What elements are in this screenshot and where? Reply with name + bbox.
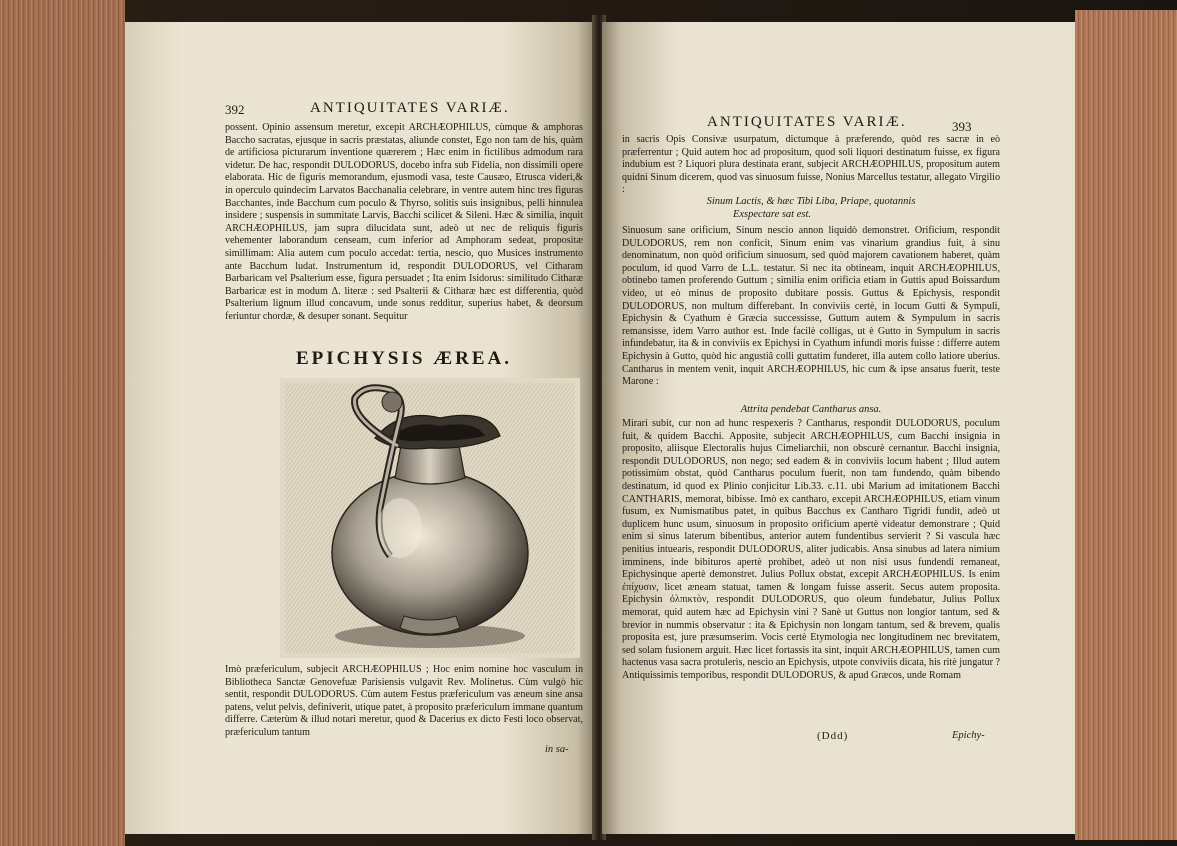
right-running-head: ANTIQUITATES VARIÆ. [707, 114, 907, 130]
virgil-quote-line-2: Exspectare sat est. [732, 209, 812, 220]
maro-quote: Attrita pendebat Cantharus ansa. [740, 404, 882, 415]
left-page-number: 392 [225, 102, 245, 117]
epichysis-jug-illustration [280, 378, 580, 658]
left-running-head: ANTIQUITATES VARIÆ. [310, 100, 510, 116]
left-page [125, 22, 595, 834]
right-catchword: Epichy- [952, 730, 985, 741]
left-paragraph-2: Imò præfericulum, subjecit ARCHÆOPHILUS ; Hoc enim nomine hoc vasculum in Bibliotheca Sanctæ Genovefuæ Parisiensis vulgavit Rev. Molinetus. Cùm vulgò hic sentit, respondit DULODORUS. Cùm autem Festus præfericulum vas æneum sine ansa patens, velut pelvis, definiverit, utique patet, à proposito præfericulum immane quantum differre. Cæterùm & illud notari meretur, quod & Dacerius ex dicto Festi loco observat, præfericulum tantum [225, 664, 583, 738]
right-paragraph-2: Sinuosum sane orificium, Sinum nescio annon liquidò demonstret. Orificium, respondit DULODORUS, rem non conficit, Sinum enim vas vinarium grandius fuit, à sinu denominatum, non quòd orificium sinuosum, sed quòd majorem cavationem haberet, quàm poculum, id quod Varro de L.L. testatur. Si nec ita obtineam, inquit ARCHÆOPHILUS, obtinebo tamen proferendo Guttum ; similia enim orificia etiam in Guttis apud Boissardum video, ut eò minus de proposito dubitare possis. Guttus & Epichysis, respondit DULODORUS, non multum differebant. In conviviis certè, in locum Gutti & Sympuli, Epichysin & Cyathum è Græcia successisse, Guttum autem & Sympulum in sacris remansisse, idem Varro author est. Inde facilè colligas, ut è Gutto in Sympulum in sacris infundebatur, ita & in conviviis ex Epichysi in Cyathum infundi moris fuisse : differre autem Epichysin à Gutto, quòd hic angustiâ colli guttatim funderet, illa autem collo latiore uberius. Cantharus in mentem venit, inquit ARCHÆOPHILUS, hic cum & ipse ansatus fuerit, teste Marone : [622, 225, 1000, 388]
right-paragraph-1: in sacris Opis Consivæ usurpatum, dictumque à præferendo, quòd res sacræ in eò præferrentur ; Quid autem hoc ad propositum, quod soli liquori destinatum fuisse, ex figura indubium est ? Liquori plura destinata erant, subjecit ARCHÆOPHILUS, propositum autem quidni Sinum dicerem, quod vas sinuosum fuisse, Nonius Marcellus testatur, allegato Virgilio : [622, 134, 1000, 196]
epichysis-engraving [280, 378, 580, 658]
left-catchword: in sa- [545, 744, 569, 755]
plate-title: EPICHYSIS ÆREA. [295, 348, 513, 369]
right-page-number: 393 [952, 119, 972, 134]
left-paragraph-1: possent. Opinio assensum meretur, excepit ARCHÆOPHILUS, cùmque & amphoras Baccho sacratas, ejusque in sacris præstatas, aliunde constet, Ego non tam de his, quàm de artificiosa picturarum inventione quærerem ; Hæc enim in fictilibus admodum rara videtur. De hac, respondit DULODORUS, docebo infra sub Fidelia, non dissimili opere elaborata. Hic de figuris memorandum, ejusmodi vasa, teste Causæo, Etrusca videri,& in operculo quindecim Larvatos Bacchanalia celebrare, in ventre autem hinc tres figuras Bacchantes, inde Bacchum cum poculo & Thyrso, solitis suis insignibus, pelli hinnulea insidere ; suspensis in summitate Larvis, Bacchi scilicet & Sileni. Hæc & similia, inquit ARCHÆOPHILUS, jam supra dilucidata sunt, adeò ut nec de reliquis figuris vehementer laborandum censeam, cum inferior ad Amphoram sedeat, propositæ simillimam: Alia autem cum poculo accedat: tertia, nescio, quo Musices instrumento ante Bacchum ludat. Instrumentum id, respondit DULODORUS, vel Citharam Barbaricam vel Psalterium esse, figura persuadet ; Ita enim Isidorus: similitudo Citharæ Barbaricæ est in modum Δ. literæ : sed Psalterii & Citharæ hæc est differentia, quòd Psalterium lignum illud concavum, unde sonus redditur, superius habet, & deorsum feriuntur chordæ, & desuper sonant. Sequitur [225, 122, 583, 322]
right-paragraph-3: Mirari subit, cur non ad hunc respexeris ? Cantharus, respondit DULODORUS, poculum fuit, & quidem Bacchi. Apposite, subjecit ARCHÆOPHILUS, cum Bacchi insignia in proposito, aliisque Electoralis hujus Cimeliarchii, non obscurè cernantur. Bacchi insignia, respondit DULODORUS, non nego; sed eadem & in conviviis locum habent ; Illud autem potissimùm obstat, quòd Cantharus poculum fuerit, non tam fundendo, quàm bibendo destinatum, id quod ex Plinio conjicitur Lib.33. c.11. ubi Marium ad imitationem Bacchi CANTHARIS, memorat, bibisse. Imò ex cantharo, excepit ARCHÆOPHILUS, etiam vinum fusum, ex Numismatibus patet, in quibus Bacchus ex Cantharo Tigridi fundit, adeò ut duplicem hunc usum, sinuosum in proposito orificium apertè videatur demonstrare ; Quid enim si sinus laterum bibentibus, anterior autem fundentibus servierit ? Si vascula hæc penitius intuearis, respondit DULODORUS, aliter judicabis. Ansa sinubus ad latera nimium imminens, inde bibituros apertè prohibet, adeò ut non nisi usus fundendi remaneat, Epichysinque apertè demonstret. Julius Pollux obstat, excepit ARCHÆOPHILUS. Is enim ἐπίχυσιν, licet æneam statuat, tamen & longam fuisse asserit. Secus autem proposita. Epichysin ὀλπικτὸν, respondit DULODORUS, quo oleum fundebatur, Julius Pollux memorat, quid autem hæc ad Epichysin vini ? Sanè ut Guttus non longior tantum, sed & brevior in nummis observatur : ita & Epichysin non longam tantum, sed & brevem, qualis proposita est, jure præsumserim. Vocis certè Etymologia nec longitudinem nec brevitatem, sed solam fusionem arguit. Hæc licet fortassis ita sint, inquit ARCHÆOPHILUS, tamen cum hactenus vasa sacra protuleris, nescio an Epichysis, utpote conviviis dicata, his ritè jungatur ? Antiquissimis temporibus, respondit DULODORUS, & apud Græcos, unde Romam [622, 418, 1000, 681]
signature-mark: (Ddd) [817, 730, 849, 742]
right-page [602, 22, 1075, 834]
virgil-quote-line-1: Sinum Lactis, & hæc Tibi Liba, Priape, quotannis [706, 196, 916, 207]
right-page-edges [1075, 10, 1177, 840]
left-page-edges [0, 0, 125, 846]
